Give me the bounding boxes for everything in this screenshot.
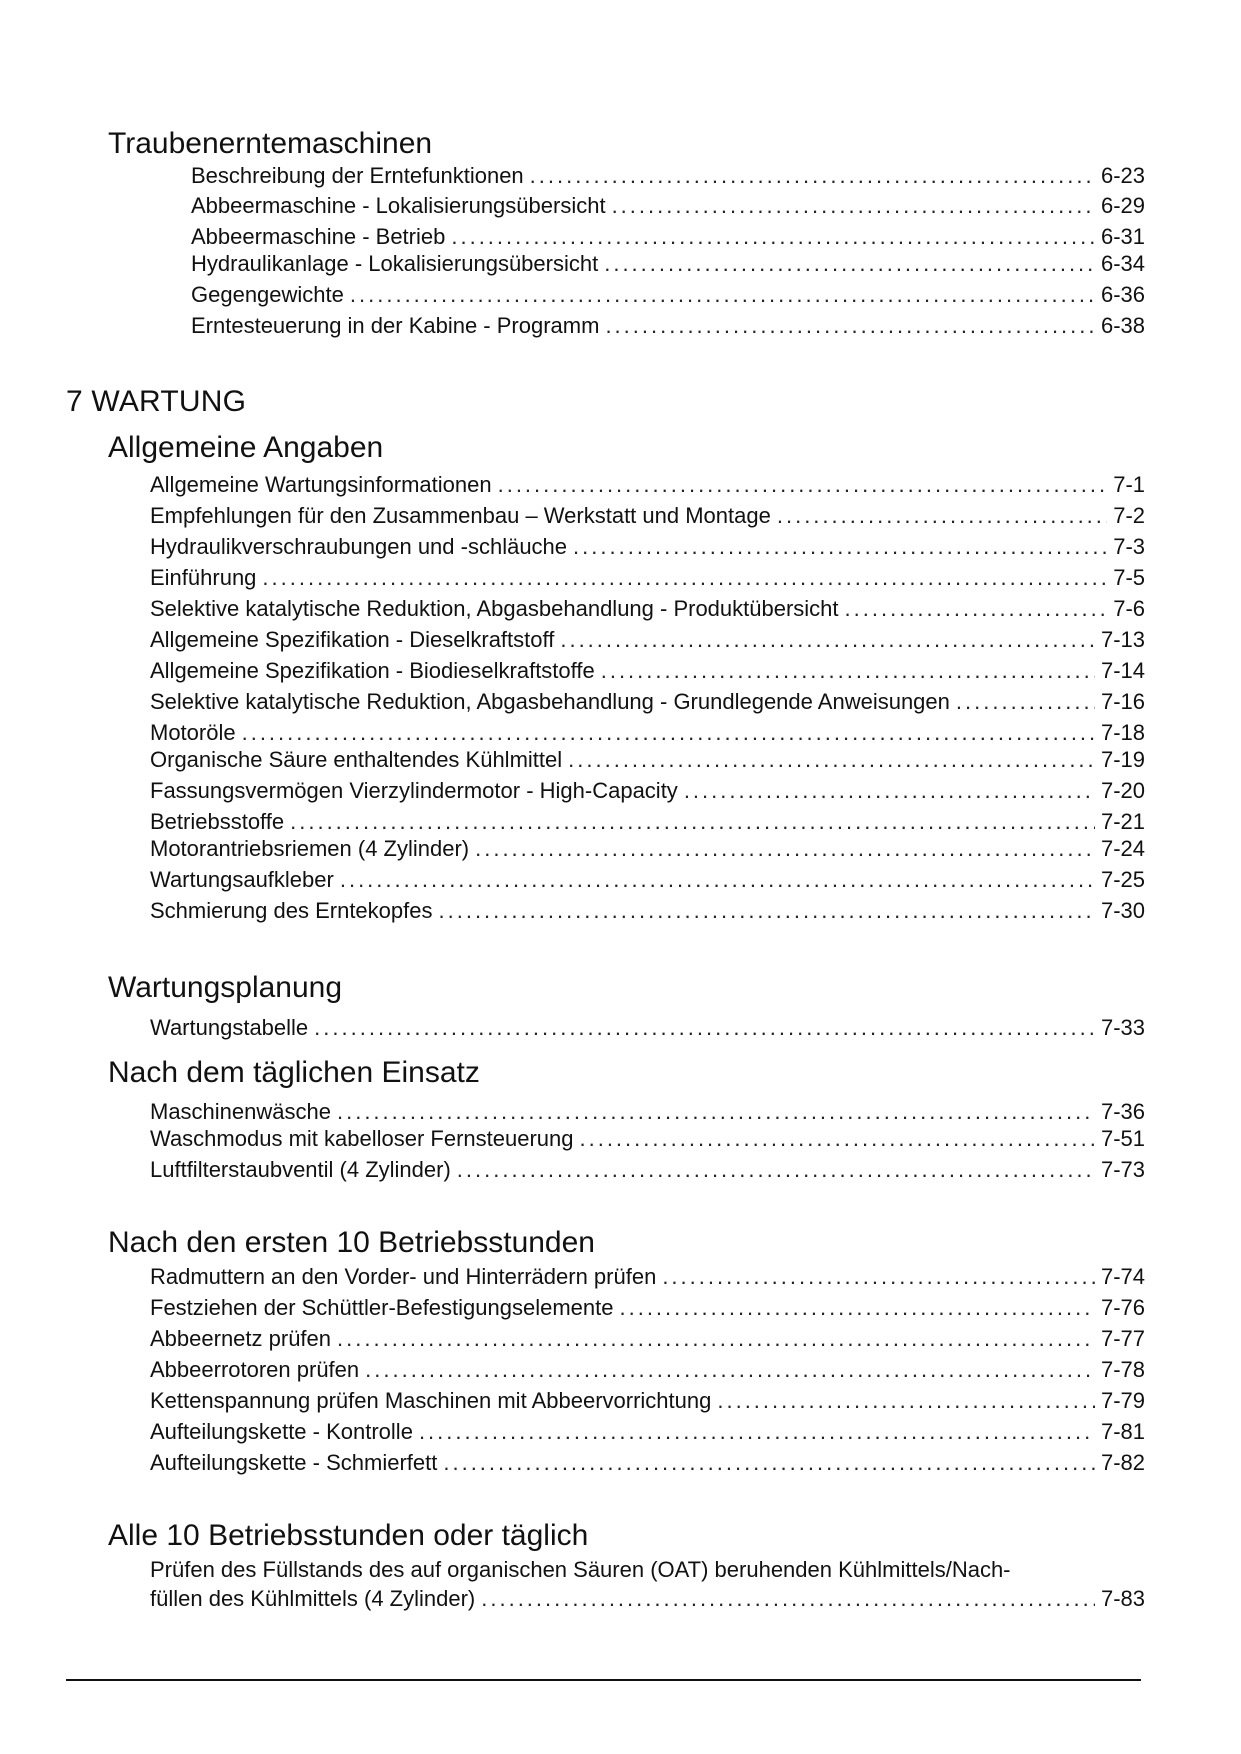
toc-entry-title: Abbeerrotoren prüfen <box>150 1357 360 1382</box>
leader-dots <box>498 470 1108 500</box>
toc-entry-title: Einführung <box>150 565 257 590</box>
toc-entry[interactable] <box>150 1417 1145 1447</box>
section-heading: Allgemeine Angaben <box>108 431 384 464</box>
toc-entry-page: 6-31 <box>1100 224 1145 249</box>
leader-dots <box>604 249 1095 279</box>
toc-entry-page: 7-81 <box>1100 1419 1145 1444</box>
toc-entry[interactable] <box>150 532 1145 562</box>
leader-dots <box>560 625 1095 655</box>
toc-entry-title: Schmierung des Erntekopfes <box>150 898 433 923</box>
toc-entry-page: 7-3 <box>1113 534 1145 559</box>
toc-entry-page: 7-5 <box>1113 565 1145 590</box>
toc-entry-page: 7-13 <box>1100 627 1145 652</box>
toc-entry-title: Empfehlungen für den Zusammenbau – Werkstatt und Montage <box>150 503 771 528</box>
toc-entry-title: Abbeermaschine - Betrieb <box>191 224 446 249</box>
toc-entry[interactable] <box>150 1262 1145 1292</box>
leader-dots <box>717 1386 1095 1416</box>
leader-dots <box>242 718 1095 748</box>
toc-entry[interactable] <box>150 834 1145 864</box>
leader-dots <box>612 191 1095 221</box>
toc-entry-page: 6-38 <box>1100 313 1145 338</box>
toc-entry[interactable] <box>150 745 1145 775</box>
leader-dots <box>684 776 1095 806</box>
toc-entry-title: Wartungstabelle <box>150 1015 309 1040</box>
leader-dots <box>777 501 1107 531</box>
toc-entry-page: 7-78 <box>1100 1357 1145 1382</box>
toc-entry-title-line1[interactable]: Prüfen des Füllstands des auf organischen Säuren (OAT) beruhenden Kühlmittels/Nach- <box>150 1557 1011 1582</box>
toc-entry[interactable] <box>191 191 1145 221</box>
toc-entry-title: Waschmodus mit kabelloser Fernsteuerung <box>150 1126 574 1151</box>
toc-entry[interactable] <box>150 807 1145 837</box>
toc-entry-title: Erntesteuerung in der Kabine - Programm <box>191 313 600 338</box>
toc-entry[interactable] <box>150 776 1145 806</box>
toc-entry-title: Motorantriebsriemen (4 Zylinder) <box>150 836 470 861</box>
leader-dots <box>601 656 1095 686</box>
toc-entry-title: Aufteilungskette - Kontrolle <box>150 1419 413 1444</box>
leader-dots <box>568 745 1095 775</box>
toc-entry-title: Luftfilterstaubventil (4 Zylinder) <box>150 1157 451 1182</box>
toc-entry-page: 7-33 <box>1100 1015 1145 1040</box>
leader-dots <box>530 161 1095 191</box>
toc-entry-title: Abbeermaschine - Lokalisierungsübersicht <box>191 193 606 218</box>
toc-entry[interactable] <box>150 1355 1145 1385</box>
leader-dots <box>451 222 1095 252</box>
toc-entry-page: 7-21 <box>1100 809 1145 834</box>
toc-entry-title: Abbeernetz prüfen <box>150 1326 332 1351</box>
toc-entry[interactable] <box>150 1324 1145 1354</box>
toc-entry-title: füllen des Kühlmittels (4 Zylinder) <box>150 1586 476 1611</box>
toc-entry-title: Fassungsvermögen Vierzylindermotor - High-Capacity <box>150 778 678 803</box>
toc-entry-title: Beschreibung der Erntefunktionen <box>191 163 524 188</box>
leader-dots <box>419 1417 1095 1447</box>
toc-entry-title: Selektive katalytische Reduktion, Abgasbehandlung - Grundlegende Anweisungen <box>150 689 950 714</box>
toc-entry[interactable] <box>150 1155 1145 1185</box>
section-heading: Nach dem täglichen Einsatz <box>108 1056 480 1089</box>
leader-dots <box>314 1013 1095 1043</box>
toc-entry-page: 7-83 <box>1100 1586 1145 1611</box>
toc-entry-title: Hydraulikanlage - Lokalisierungsübersicht <box>191 251 599 276</box>
toc-entry-page: 7-77 <box>1100 1326 1145 1351</box>
toc-entry[interactable] <box>150 656 1145 686</box>
toc-entry-title: Hydraulikverschraubungen und -schläuche <box>150 534 568 559</box>
leader-dots <box>845 594 1108 624</box>
toc-entry[interactable] <box>150 1013 1145 1043</box>
toc-entry[interactable] <box>150 1097 1145 1127</box>
leader-dots <box>457 1155 1095 1185</box>
toc-entry[interactable] <box>150 470 1145 500</box>
leader-dots <box>337 1097 1095 1127</box>
toc-entry[interactable] <box>150 563 1145 593</box>
toc-entry-page: 7-79 <box>1100 1388 1145 1413</box>
toc-entry[interactable] <box>191 222 1145 252</box>
leader-dots <box>290 807 1095 837</box>
toc-entry[interactable] <box>191 280 1145 310</box>
toc-entry-page: 7-51 <box>1100 1126 1145 1151</box>
toc-entry-page: 7-30 <box>1100 898 1145 923</box>
toc-entry[interactable] <box>150 625 1145 655</box>
leader-dots <box>956 687 1095 717</box>
toc-entry-page: 7-18 <box>1100 720 1145 745</box>
toc-entry-page: 7-1 <box>1113 472 1145 497</box>
toc-entry-title: Wartungsaufkleber <box>150 867 334 892</box>
toc-entry-title: Aufteilungskette - Schmierfett <box>150 1450 438 1475</box>
leader-dots <box>340 865 1095 895</box>
section-heading: Traubenerntemaschinen <box>108 127 433 160</box>
leader-dots <box>579 1124 1094 1154</box>
leader-dots <box>439 896 1095 926</box>
section-heading: Alle 10 Betriebsstunden oder täglich <box>108 1519 589 1552</box>
toc-entry-title: Gegengewichte <box>191 282 344 307</box>
toc-entry[interactable] <box>150 865 1145 895</box>
leader-dots <box>573 532 1107 562</box>
toc-entry-page: 7-73 <box>1100 1157 1145 1182</box>
section-heading: Nach den ersten 10 Betriebsstunden <box>108 1226 595 1259</box>
toc-entry-title: Allgemeine Spezifikation - Biodieselkraftstoffe <box>150 658 595 683</box>
section-heading: Wartungsplanung <box>108 971 343 1004</box>
toc-entry-title: Organische Säure enthaltendes Kühlmittel <box>150 747 563 772</box>
toc-entry-page: 7-6 <box>1113 596 1145 621</box>
toc-entry-page: 7-82 <box>1100 1450 1145 1475</box>
toc-entry[interactable] <box>150 1584 1145 1614</box>
toc-entry[interactable] <box>191 161 1145 191</box>
toc-entry-page: 6-29 <box>1100 193 1145 218</box>
toc-entry-page: 7-16 <box>1100 689 1145 714</box>
toc-entry-page: 6-23 <box>1100 163 1145 188</box>
leader-dots <box>337 1324 1095 1354</box>
toc-entry[interactable] <box>150 1124 1145 1154</box>
leader-dots <box>619 1293 1094 1323</box>
chapter-heading: 7 WARTUNG <box>66 385 247 418</box>
toc-entry-page: 7-19 <box>1100 747 1145 772</box>
toc-entry-page: 7-36 <box>1100 1099 1145 1124</box>
toc-entry-page: 6-34 <box>1100 251 1145 276</box>
toc-entry-title: Festziehen der Schüttler-Befestigungselemente <box>150 1295 614 1320</box>
leader-dots <box>365 1355 1095 1385</box>
toc-entry[interactable] <box>150 687 1145 717</box>
toc-entry-title: Radmuttern an den Vorder- und Hinterrädern prüfen <box>150 1264 657 1289</box>
leader-dots <box>475 834 1095 864</box>
toc-entry-title: Betriebsstoffe <box>150 809 285 834</box>
leader-dots <box>662 1262 1095 1292</box>
toc-entry[interactable] <box>150 1448 1145 1478</box>
toc-entry[interactable] <box>191 249 1145 279</box>
toc-entry[interactable] <box>191 311 1145 341</box>
toc-entry-title: Motoröle <box>150 720 236 745</box>
leader-dots <box>262 563 1107 593</box>
toc-entry-page: 7-25 <box>1100 867 1145 892</box>
toc-entry[interactable] <box>150 1293 1145 1323</box>
leader-dots <box>350 280 1095 310</box>
toc-entry-page: 7-76 <box>1100 1295 1145 1320</box>
leader-dots <box>605 311 1095 341</box>
leader-dots <box>443 1448 1095 1478</box>
toc-entry[interactable] <box>150 501 1145 531</box>
toc-entry-page: 7-20 <box>1100 778 1145 803</box>
toc-entry-page: 7-74 <box>1100 1264 1145 1289</box>
toc-entry[interactable] <box>150 896 1145 926</box>
toc-entry[interactable] <box>150 594 1145 624</box>
toc-entry[interactable] <box>150 1386 1145 1416</box>
toc-entry-title: Allgemeine Spezifikation - Dieselkraftstoff <box>150 627 555 652</box>
toc-entry-title: Selektive katalytische Reduktion, Abgasbehandlung - Produktübersicht <box>150 596 839 621</box>
toc-entry-page: 7-2 <box>1113 503 1145 528</box>
toc-entry-page: 6-36 <box>1100 282 1145 307</box>
leader-dots <box>481 1584 1095 1614</box>
toc-entry-title: Allgemeine Wartungsinformationen <box>150 472 492 497</box>
footer-rule <box>66 1679 1141 1681</box>
toc-entry-title: Kettenspannung prüfen Maschinen mit Abbeervorrichtung <box>150 1388 712 1413</box>
toc-entry[interactable] <box>150 718 1145 748</box>
toc-entry-page: 7-24 <box>1100 836 1145 861</box>
toc-entry-title: Maschinenwäsche <box>150 1099 331 1124</box>
toc-entry-page: 7-14 <box>1100 658 1145 683</box>
